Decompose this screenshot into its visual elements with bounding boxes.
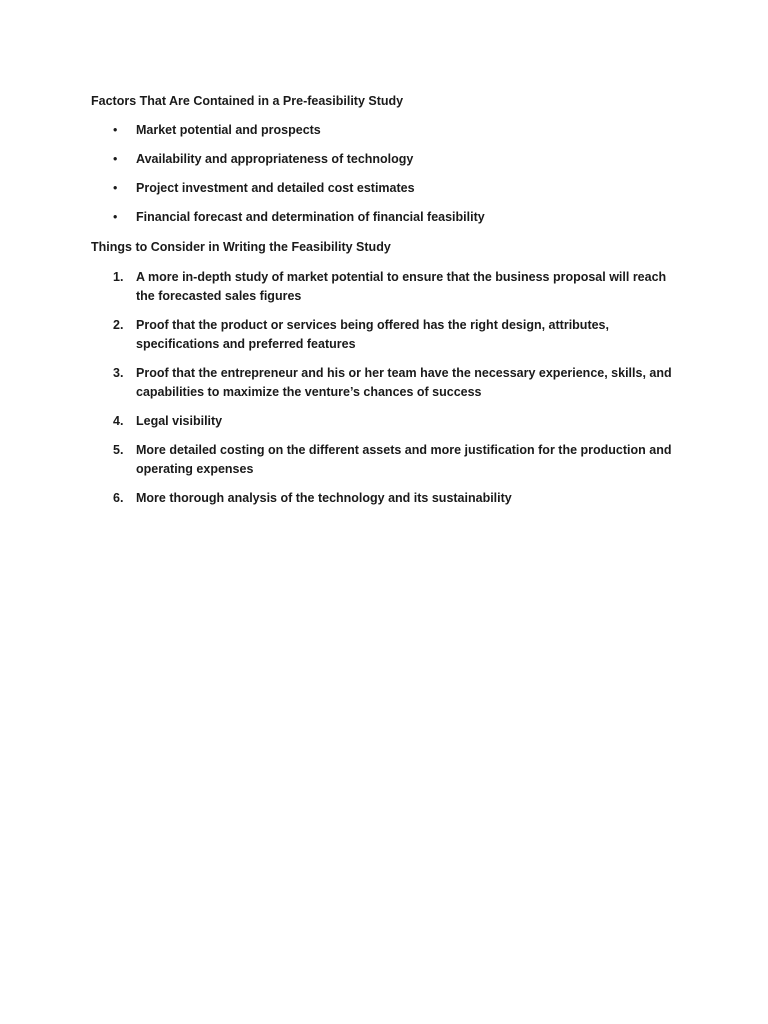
list-number: 4. <box>113 414 124 428</box>
list-item <box>91 152 731 181</box>
list-item <box>91 316 691 364</box>
list-number: 1. <box>113 270 124 284</box>
list-item <box>91 123 731 152</box>
section-heading-feasibility-study: Things to Consider in Writing the Feasibility Study <box>91 240 391 254</box>
list-item <box>91 364 691 412</box>
prefeasibility-factors-list <box>91 123 731 239</box>
list-item-text: Proof that the product or services being offered has the right design, attributes, specifications and preferred features <box>136 318 609 351</box>
list-item <box>91 181 731 210</box>
list-item <box>91 412 691 441</box>
list-number: 2. <box>113 318 124 332</box>
list-item-text: Project investment and detailed cost estimates <box>136 181 415 195</box>
list-item <box>91 210 731 239</box>
bullet-icon: • <box>113 123 118 137</box>
list-item <box>91 441 691 489</box>
list-item-text: Legal visibility <box>136 414 223 428</box>
list-item-text: Proof that the entrepreneur and his or her team have the necessary experience, skills, and capabilities to maximize the venture’s chances of success <box>136 366 672 399</box>
bullet-icon: • <box>113 181 118 195</box>
list-item-text: A more in-depth study of market potential to ensure that the business proposal will reach the forecasted sales figures <box>136 270 667 303</box>
list-number: 5. <box>113 443 124 457</box>
list-item <box>91 489 691 518</box>
section-heading-prefeasibility: Factors That Are Contained in a Pre-feasibility Study <box>91 94 404 108</box>
list-item-text: Availability and appropriateness of technology <box>136 152 414 166</box>
list-item <box>91 268 691 316</box>
list-item-text: Market potential and prospects <box>136 123 321 137</box>
bullet-icon: • <box>113 210 118 224</box>
list-item-text: More detailed costing on the different assets and more justification for the production and operating expenses <box>136 443 672 476</box>
list-item-text: More thorough analysis of the technology and its sustainability <box>136 491 512 505</box>
feasibility-considerations-list <box>91 268 691 518</box>
list-number: 3. <box>113 366 124 380</box>
bullet-icon: • <box>113 152 118 166</box>
list-number: 6. <box>113 491 124 505</box>
list-item-text: Financial forecast and determination of financial feasibility <box>136 210 485 224</box>
